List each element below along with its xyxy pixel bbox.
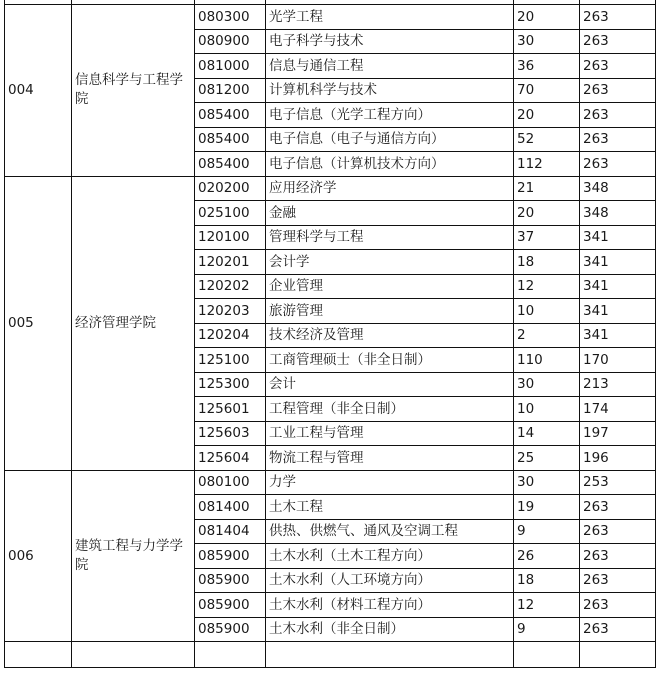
cell-major-name: 管理科学与工程 xyxy=(266,225,514,250)
cell-score: 263 xyxy=(580,568,656,593)
cell-quota: 12 xyxy=(514,274,580,299)
cell-score: 341 xyxy=(580,323,656,348)
cell-major-name: 供热、供燃气、通风及空调工程 xyxy=(266,519,514,544)
cell-major-name: 土木工程 xyxy=(266,495,514,520)
cell-major-name: 计算机科学与技术 xyxy=(266,78,514,103)
cell-empty xyxy=(195,642,266,668)
cell-major-name: 力学 xyxy=(266,470,514,495)
cell-major-code: 125603 xyxy=(195,421,266,446)
cell-major-code: 085900 xyxy=(195,568,266,593)
admission-table-body xyxy=(5,0,656,668)
cell-quota: 30 xyxy=(514,470,580,495)
cell-major-code: 081400 xyxy=(195,495,266,520)
cell-major-code: 081404 xyxy=(195,519,266,544)
cell-major-name: 工业工程与管理 xyxy=(266,421,514,446)
cell-quota: 10 xyxy=(514,299,580,324)
table-row xyxy=(5,470,656,495)
cell-major-name: 物流工程与管理 xyxy=(266,446,514,471)
cell-quota: 18 xyxy=(514,250,580,275)
cell-major-code: 120100 xyxy=(195,225,266,250)
cell-quota: 20 xyxy=(514,5,580,30)
cell-major-name: 应用经济学 xyxy=(266,176,514,201)
cell-score: 348 xyxy=(580,176,656,201)
cell-score: 263 xyxy=(580,54,656,79)
cell-empty xyxy=(514,642,580,668)
cell-major-name: 会计学 xyxy=(266,250,514,275)
cell-score: 263 xyxy=(580,152,656,177)
cell-major-name: 电子信息（电子与通信方向） xyxy=(266,127,514,152)
cell-major-code: 125100 xyxy=(195,348,266,373)
cell-score: 341 xyxy=(580,250,656,275)
cell-quota: 37 xyxy=(514,225,580,250)
cell-quota: 9 xyxy=(514,519,580,544)
cell-major-name: 技术经济及管理 xyxy=(266,323,514,348)
cell-score: 263 xyxy=(580,29,656,54)
cell-major-code: 085400 xyxy=(195,127,266,152)
cell-major-code: 120201 xyxy=(195,250,266,275)
cell-quota: 36 xyxy=(514,54,580,79)
cell-quota: 70 xyxy=(514,78,580,103)
table-row xyxy=(5,176,656,201)
cell-score: 170 xyxy=(580,348,656,373)
cell-major-code: 020200 xyxy=(195,176,266,201)
cell-major-code: 080900 xyxy=(195,29,266,54)
cell-major-code: 120203 xyxy=(195,299,266,324)
cell-major-name: 电子信息（光学工程方向） xyxy=(266,103,514,128)
cell-major-code: 085900 xyxy=(195,593,266,618)
cell-major-code: 085400 xyxy=(195,103,266,128)
cell-quota: 30 xyxy=(514,29,580,54)
cell-score: 263 xyxy=(580,593,656,618)
cell-major-name: 信息与通信工程 xyxy=(266,54,514,79)
cell-major-code: 120204 xyxy=(195,323,266,348)
cell-quota: 18 xyxy=(514,568,580,593)
cell-major-name: 土木水利（土木工程方向） xyxy=(266,544,514,569)
cell-major-code: 125604 xyxy=(195,446,266,471)
admission-table xyxy=(4,0,656,668)
cell-score: 213 xyxy=(580,372,656,397)
cell-empty xyxy=(72,642,195,668)
cell-major-name: 旅游管理 xyxy=(266,299,514,324)
cell-quota: 20 xyxy=(514,103,580,128)
cell-major-code: 081200 xyxy=(195,78,266,103)
cell-major-code: 125601 xyxy=(195,397,266,422)
cell-score: 348 xyxy=(580,201,656,226)
cell-score: 263 xyxy=(580,617,656,642)
cell-dept-code: 004 xyxy=(5,5,72,177)
cell-major-code: 081000 xyxy=(195,54,266,79)
cell-major-code: 085900 xyxy=(195,617,266,642)
cell-score: 263 xyxy=(580,544,656,569)
cell-score: 341 xyxy=(580,299,656,324)
cell-score: 263 xyxy=(580,103,656,128)
cell-quota: 110 xyxy=(514,348,580,373)
cell-score: 263 xyxy=(580,78,656,103)
cell-major-name: 土木水利（材料工程方向） xyxy=(266,593,514,618)
cell-quota: 26 xyxy=(514,544,580,569)
cell-score: 253 xyxy=(580,470,656,495)
cell-quota: 10 xyxy=(514,397,580,422)
cell-score: 341 xyxy=(580,225,656,250)
cell-quota: 52 xyxy=(514,127,580,152)
table-row-partial-bottom xyxy=(5,642,656,668)
cell-major-code: 025100 xyxy=(195,201,266,226)
cell-score: 197 xyxy=(580,421,656,446)
cell-major-code: 125300 xyxy=(195,372,266,397)
cell-major-name: 金融 xyxy=(266,201,514,226)
cell-empty xyxy=(580,642,656,668)
cell-quota: 112 xyxy=(514,152,580,177)
cell-major-code: 085900 xyxy=(195,544,266,569)
cell-major-name: 工程管理（非全日制） xyxy=(266,397,514,422)
cell-major-name: 企业管理 xyxy=(266,274,514,299)
cell-major-name: 土木水利（非全日制） xyxy=(266,617,514,642)
cell-score: 263 xyxy=(580,519,656,544)
cell-score: 174 xyxy=(580,397,656,422)
admission-table-container xyxy=(4,0,656,668)
table-row xyxy=(5,5,656,30)
cell-score: 263 xyxy=(580,127,656,152)
cell-quota: 2 xyxy=(514,323,580,348)
cell-quota: 12 xyxy=(514,593,580,618)
cell-empty xyxy=(5,642,72,668)
cell-quota: 25 xyxy=(514,446,580,471)
cell-quota: 19 xyxy=(514,495,580,520)
cell-major-code: 080300 xyxy=(195,5,266,30)
cell-major-name: 电子信息（计算机技术方向） xyxy=(266,152,514,177)
cell-quota: 14 xyxy=(514,421,580,446)
cell-quota: 9 xyxy=(514,617,580,642)
cell-dept-name: 经济管理学院 xyxy=(72,176,195,470)
cell-dept-name: 信息科学与工程学院 xyxy=(72,5,195,177)
cell-major-name: 电子科学与技术 xyxy=(266,29,514,54)
cell-quota: 20 xyxy=(514,201,580,226)
cell-major-code: 085400 xyxy=(195,152,266,177)
cell-score: 263 xyxy=(580,5,656,30)
cell-score: 341 xyxy=(580,274,656,299)
cell-quota: 21 xyxy=(514,176,580,201)
cell-dept-name: 建筑工程与力学学院 xyxy=(72,470,195,642)
cell-major-code: 080100 xyxy=(195,470,266,495)
cell-major-code: 120202 xyxy=(195,274,266,299)
cell-empty xyxy=(266,642,514,668)
cell-major-name: 会计 xyxy=(266,372,514,397)
cell-dept-code: 006 xyxy=(5,470,72,642)
cell-major-name: 土木水利（人工环境方向） xyxy=(266,568,514,593)
cell-major-name: 工商管理硕士（非全日制） xyxy=(266,348,514,373)
cell-quota: 30 xyxy=(514,372,580,397)
cell-major-name: 光学工程 xyxy=(266,5,514,30)
cell-score: 263 xyxy=(580,495,656,520)
cell-dept-code: 005 xyxy=(5,176,72,470)
cell-score: 196 xyxy=(580,446,656,471)
